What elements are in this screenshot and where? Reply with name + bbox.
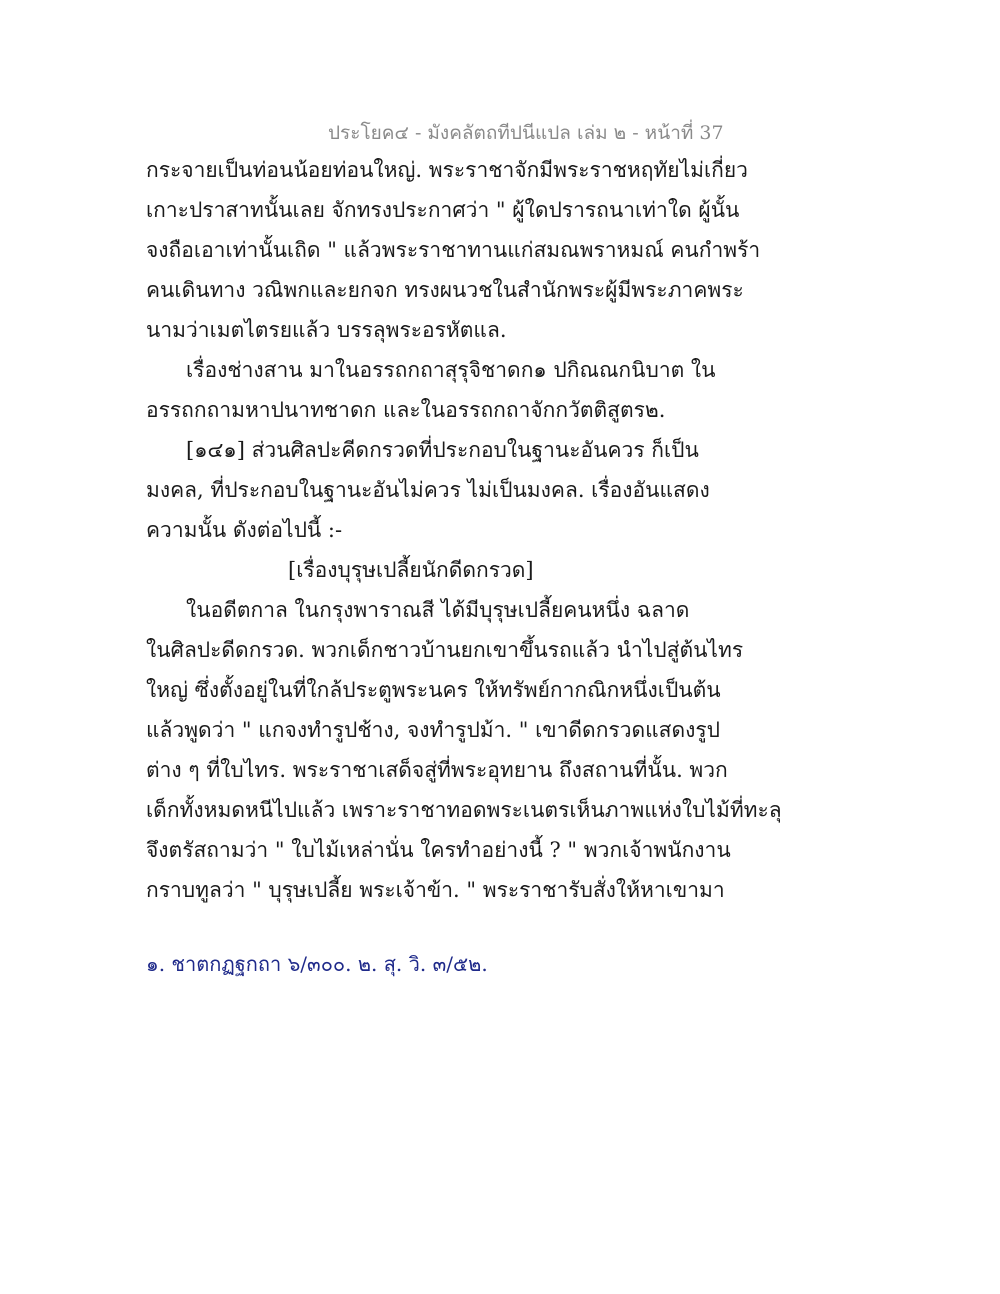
- text-line: ต่าง ๆ ที่ใบไทร. พระราชาเสด็จสู่ที่พระอุทยาน ถึงสถานที่นั้น. พวก: [146, 758, 728, 782]
- text-line: ใหญ่ ซึ่งตั้งอยู่ในที่ใกล้ประตูพระนคร ให้ทรัพย์กากณิกหนึ่งเป็นต้น: [146, 678, 721, 702]
- text-line: อรรถกถามหาปนาทชาดก และในอรรถกถาจักกวัตติสูตร๒.: [146, 398, 666, 422]
- text-line: เกาะปราสาทนั้นเลย จักทรงประกาศว่า " ผู้ใดปรารถนาเท่าใด ผู้นั้น: [146, 198, 740, 222]
- text-line: คนเดินทาง วณิพกและยกจก ทรงผนวชในสำนักพระผู้มีพระภาคพระ: [146, 278, 744, 302]
- text-line: จึงตรัสถามว่า " ใบไม้เหล่านั่น ใครทำอย่างนี้ ? " พวกเจ้าพนักงาน: [146, 838, 731, 862]
- text-line: แล้วพูดว่า " แกจงทำรูปช้าง, จงทำรูปม้า. " เขาดีดกรวดแสดงรูป: [146, 718, 720, 742]
- footnote: ๑. ชาตกฏฐกถา ๖/๓๐๐. ๒. สุ. วิ. ๓/๕๒.: [146, 952, 488, 976]
- text-line: เด็กทั้งหมดหนีไปแล้ว เพราะราชาทอดพระเนตรเห็นภาพแห่งใบไม้ที่ทะลุ: [146, 798, 782, 822]
- page-header: ประโยค๔ - มังคลัตถทีปนีแปล เล่ม ๒ - หน้าที่ 37: [328, 122, 724, 144]
- paragraph-start: [๑๔๑] ส่วนศิลปะคีดกรวดที่ประกอบในฐานะอันควร ก็เป็น: [186, 438, 699, 462]
- text-line: กระจายเป็นท่อนน้อยท่อนใหญ่. พระราชาจักมีพระราชหฤทัยไม่เกี่ยว: [146, 158, 748, 182]
- paragraph-start: เรื่องช่างสาน มาในอรรถกถาสุรุจิชาดก๑ ปกิณณกนิบาต ใน: [186, 358, 716, 382]
- body-text: [146, 150, 782, 910]
- text-line: ในศิลปะดีดกรวด. พวกเด็กชาวบ้านยกเขาขึ้นรถแล้ว นำไปสู่ต้นไทร: [146, 638, 744, 662]
- text-line: นามว่าเมตไตรยแล้ว บรรลุพระอรหัตแล.: [146, 318, 507, 342]
- text-line: มงคล, ที่ประกอบในฐานะอันไม่ควร ไม่เป็นมงคล. เรื่องอันแสดง: [146, 478, 710, 502]
- text-line: กราบทูลว่า " บุรุษเปลี้ย พระเจ้าข้า. " พระราชารับสั่งให้หาเขามา: [146, 878, 725, 902]
- paragraph-start: ในอดีตกาล ในกรุงพาราณสี ได้มีบุรุษเปลี้ยคนหนึ่ง ฉลาด: [186, 598, 690, 622]
- text-line: ความนั้น ดังต่อไปนี้ :-: [146, 518, 343, 542]
- section-title: [เรื่องบุรุษเปลี้ยนักดีดกรวด]: [288, 558, 534, 582]
- text-line: จงถือเอาเท่านั้นเถิด " แล้วพระราชาทานแก่สมณพราหมณ์ คนกำพร้า: [146, 238, 761, 262]
